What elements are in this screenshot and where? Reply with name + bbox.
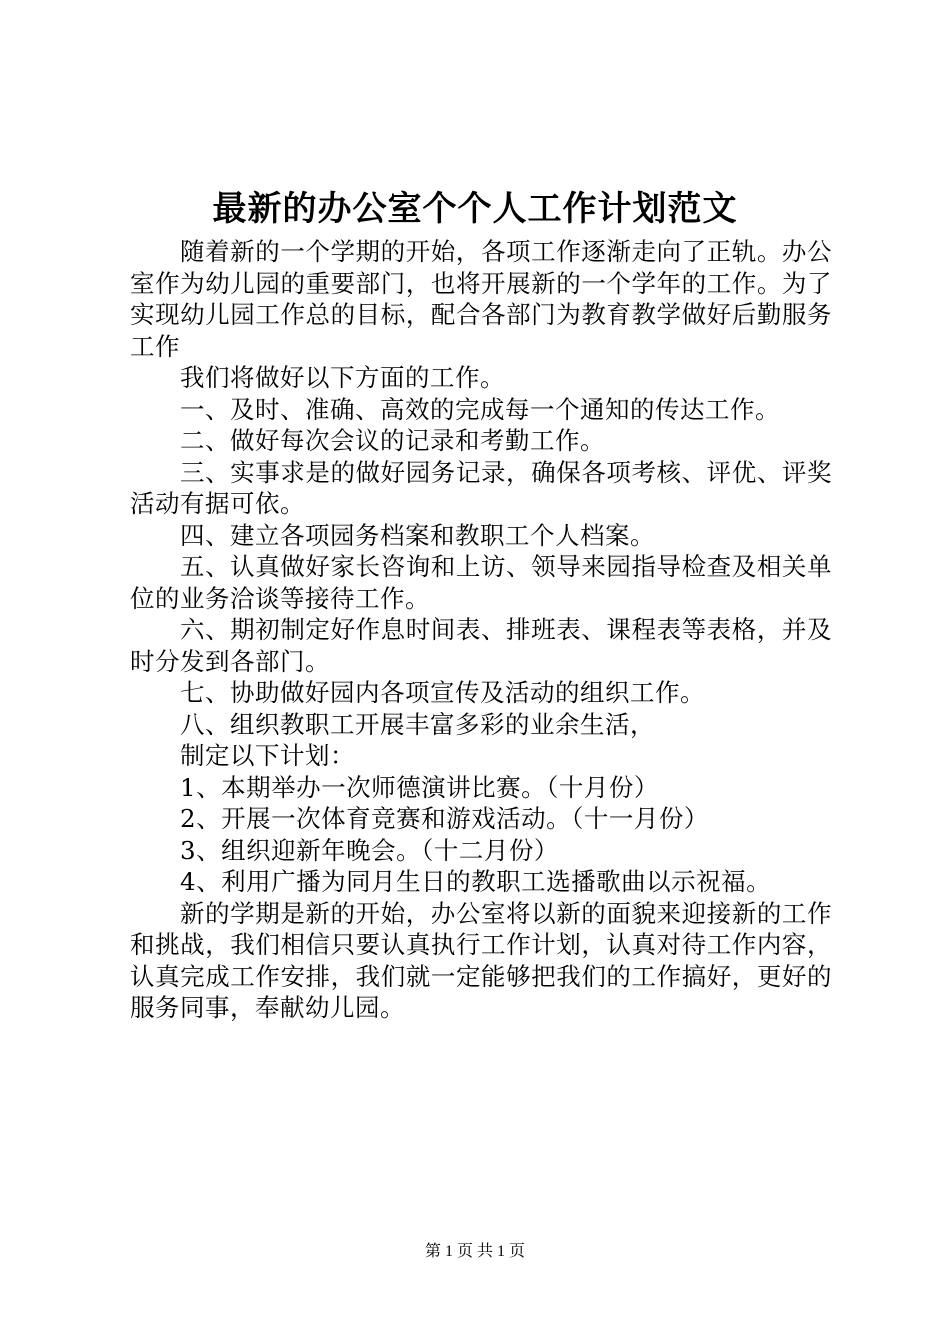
paragraph-conclusion: 新的学期是新的开始，办公室将以新的面貌来迎接新的工作和挑战，我们相信只要认真执行工作计划，认真对待工作内容，认真完成工作安排，我们就一定能够把我们的工作搞好，更好的服务同事，奉献幼儿园。 xyxy=(130,898,832,1022)
list-item-6: 六、期初制定好作息时间表、排班表、课程表等表格，并及时分发到各部门。 xyxy=(130,615,832,676)
list-item-1: 一、及时、准确、高效的完成每一个通知的传达工作。 xyxy=(180,394,780,424)
list-item-7: 七、协助做好园内各项宣传及活动的组织工作。 xyxy=(180,678,705,707)
paragraph-lead: 我们将做好以下方面的工作。 xyxy=(180,363,505,392)
list-item-5: 五、认真做好家长咨询和上访、领导来园指导检查及相关单位的业务洽谈等接待工作。 xyxy=(130,552,832,613)
document-body xyxy=(130,236,832,1024)
plan-item-1: 1、本期举办一次师德演讲比赛。（十月份） xyxy=(180,772,659,802)
document-title: 最新的办公室个个人工作计划范文 xyxy=(212,189,738,229)
plan-heading: 制定以下计划： xyxy=(180,741,355,770)
list-item-4: 四、建立各项园务档案和教职工个人档案。 xyxy=(180,520,655,550)
list-item-3: 三、实事求是的做好园务记录，确保各项考核、评优、评奖活动有据可依。 xyxy=(130,457,832,518)
page-footer: 第 1 页 共 1 页 xyxy=(424,1243,525,1260)
paragraph-intro: 随着新的一个学期的开始，各项工作逐渐走向了正轨。办公室作为幼儿园的重要部门，也将开展新的一个学年的工作。为了实现幼儿园工作总的目标，配合各部门为教育教学做好后勤服务工作 xyxy=(130,237,832,361)
list-item-2: 二、做好每次会议的记录和考勤工作。 xyxy=(180,426,605,455)
plan-item-4: 4、利用广播为同月生日的教职工选播歌曲以示祝福。 xyxy=(180,867,772,896)
list-item-8: 八、组织教职工开展丰富多彩的业余生活， xyxy=(180,709,655,739)
plan-item-2: 2、开展一次体育竞赛和游戏活动。（十一月份） xyxy=(180,804,709,833)
plan-item-3: 3、组织迎新年晚会。（十二月份） xyxy=(180,835,559,865)
